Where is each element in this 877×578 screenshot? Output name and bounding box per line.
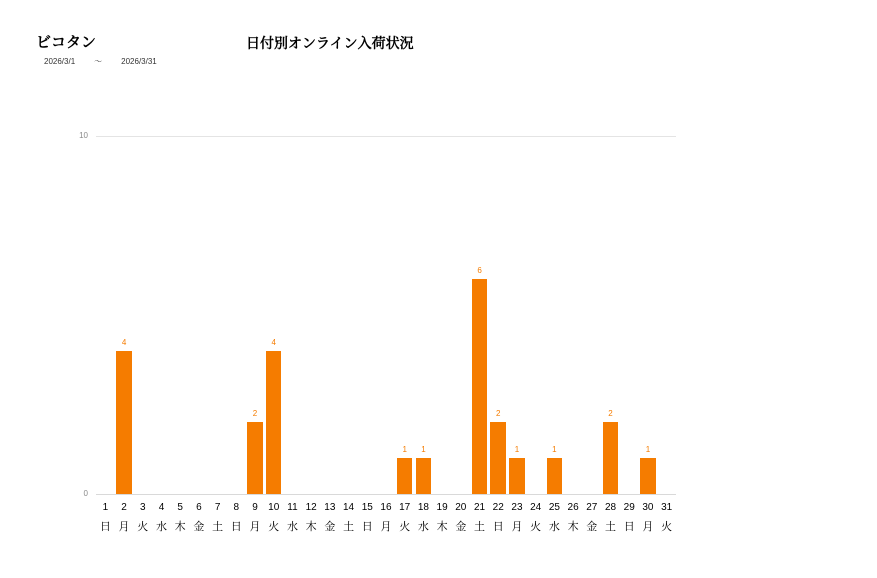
bar-slot bbox=[115, 136, 134, 494]
x-tick-weekday: 日 bbox=[492, 521, 504, 533]
x-tick-weekday: 月 bbox=[642, 521, 654, 533]
bar-value-label: 1 bbox=[402, 445, 407, 455]
x-tick-weekday: 木 bbox=[567, 521, 579, 533]
x-tick-weekday: 月 bbox=[118, 521, 130, 533]
bar[interactable] bbox=[603, 422, 619, 494]
page-title: ビコタン bbox=[36, 34, 97, 51]
x-axis-tick bbox=[545, 500, 564, 538]
x-axis-tick bbox=[564, 500, 583, 538]
date-to: 2026/3/31 bbox=[121, 57, 157, 66]
x-axis-tick bbox=[470, 500, 489, 538]
bar-value-label: 2 bbox=[252, 409, 258, 419]
x-axis-tick bbox=[227, 500, 246, 538]
bar-value-label: 4 bbox=[121, 337, 127, 347]
bar-slot bbox=[208, 136, 227, 494]
x-axis-tick bbox=[246, 500, 265, 538]
bar-slot bbox=[171, 136, 190, 494]
x-tick-weekday: 火 bbox=[137, 521, 149, 533]
x-tick-weekday: 火 bbox=[661, 521, 673, 533]
x-tick-weekday: 日 bbox=[230, 521, 242, 533]
x-tick-day: 21 bbox=[473, 502, 486, 513]
x-tick-day: 12 bbox=[305, 502, 317, 513]
x-tick-weekday: 金 bbox=[193, 521, 205, 533]
x-axis-tick bbox=[395, 500, 414, 538]
x-tick-weekday: 月 bbox=[249, 521, 261, 533]
x-tick-weekday: 土 bbox=[343, 521, 355, 533]
bar-slot bbox=[414, 136, 433, 494]
bar-slot bbox=[657, 136, 676, 494]
x-tick-weekday: 金 bbox=[455, 521, 467, 533]
date-from: 2026/3/1 bbox=[44, 57, 76, 66]
bar-value-label: 2 bbox=[608, 409, 613, 419]
x-tick-weekday: 木 bbox=[174, 521, 186, 533]
x-tick-day: 29 bbox=[623, 502, 635, 513]
x-axis-tick bbox=[639, 500, 658, 538]
bar-slot bbox=[227, 136, 246, 494]
x-tick-weekday: 日 bbox=[361, 521, 373, 533]
x-tick-day: 19 bbox=[436, 502, 448, 513]
x-tick-day: 28 bbox=[604, 502, 617, 513]
x-axis-tick bbox=[321, 500, 340, 538]
bar-slot bbox=[96, 136, 115, 494]
bar-slot bbox=[190, 136, 209, 494]
bar[interactable] bbox=[416, 458, 432, 494]
x-axis-tick bbox=[190, 500, 209, 538]
axis-baseline bbox=[96, 494, 676, 495]
x-axis-tick bbox=[339, 500, 358, 538]
bar[interactable] bbox=[247, 422, 263, 494]
x-tick-weekday: 水 bbox=[286, 521, 298, 533]
x-tick-weekday: 金 bbox=[324, 521, 336, 533]
x-axis-tick bbox=[433, 500, 452, 538]
x-tick-day: 9 bbox=[252, 502, 258, 513]
x-axis-tick bbox=[96, 500, 115, 538]
bar-slot bbox=[639, 136, 658, 494]
x-tick-day: 3 bbox=[139, 502, 146, 513]
x-axis-tick bbox=[264, 500, 283, 538]
bar-slot bbox=[395, 136, 414, 494]
x-axis-tick bbox=[657, 500, 676, 538]
x-axis-tick bbox=[489, 500, 508, 538]
x-tick-weekday: 土 bbox=[605, 521, 616, 533]
bar[interactable] bbox=[266, 351, 282, 494]
x-axis-tick bbox=[171, 500, 190, 538]
x-axis-tick bbox=[302, 500, 321, 538]
x-tick-weekday: 日 bbox=[623, 521, 635, 533]
x-tick-day: 25 bbox=[548, 502, 560, 513]
x-tick-day: 24 bbox=[530, 502, 542, 513]
x-tick-weekday: 水 bbox=[155, 521, 167, 533]
bar-value-label: 1 bbox=[421, 445, 426, 455]
bar-slot bbox=[470, 136, 489, 494]
x-tick-day: 15 bbox=[361, 502, 373, 513]
x-axis-tick bbox=[414, 500, 433, 538]
bar[interactable] bbox=[116, 351, 132, 494]
bar-slot bbox=[302, 136, 321, 494]
bar-value-label: 1 bbox=[514, 445, 520, 455]
x-axis-tick bbox=[620, 500, 639, 538]
x-tick-weekday: 木 bbox=[436, 521, 448, 533]
x-tick-weekday: 月 bbox=[380, 521, 392, 533]
x-tick-weekday: 土 bbox=[474, 521, 486, 533]
bar-slot bbox=[433, 136, 452, 494]
x-axis-tick bbox=[582, 500, 601, 538]
x-tick-weekday: 日 bbox=[99, 521, 111, 533]
bar-slot bbox=[526, 136, 545, 494]
x-tick-day: 31 bbox=[661, 502, 673, 513]
bar-slot bbox=[601, 136, 620, 494]
bar-slot bbox=[321, 136, 340, 494]
bar-slot bbox=[246, 136, 265, 494]
x-axis-tick bbox=[526, 500, 545, 538]
x-tick-day: 22 bbox=[492, 502, 504, 513]
x-tick-day: 30 bbox=[642, 502, 654, 513]
bar-slot bbox=[377, 136, 396, 494]
bar[interactable] bbox=[509, 458, 525, 494]
bar-slot bbox=[564, 136, 583, 494]
x-tick-day: 8 bbox=[233, 502, 240, 513]
x-tick-day: 20 bbox=[455, 502, 467, 513]
range-separator: ～ bbox=[94, 57, 103, 66]
x-tick-day: 7 bbox=[214, 502, 221, 513]
x-axis-tick bbox=[508, 500, 527, 538]
x-tick-weekday: 水 bbox=[548, 521, 560, 533]
x-axis-tick bbox=[283, 500, 302, 538]
chart-title: 日付別オンライン入荷状況 bbox=[246, 35, 414, 51]
bar-value-label: 1 bbox=[645, 445, 651, 455]
y-tick-bottom: 0 bbox=[83, 489, 88, 498]
bar-slot bbox=[358, 136, 377, 494]
x-tick-day: 11 bbox=[287, 502, 298, 513]
x-tick-weekday: 火 bbox=[530, 521, 542, 533]
bar-series bbox=[96, 136, 676, 494]
x-tick-day: 27 bbox=[586, 502, 598, 513]
x-tick-day: 16 bbox=[380, 502, 392, 513]
x-tick-weekday: 火 bbox=[268, 521, 280, 533]
x-tick-day: 23 bbox=[511, 502, 523, 513]
x-tick-weekday: 水 bbox=[417, 521, 429, 533]
x-axis-labels bbox=[96, 500, 676, 548]
bar-slot bbox=[582, 136, 601, 494]
x-tick-day: 6 bbox=[196, 502, 202, 513]
bar-value-label: 2 bbox=[496, 409, 501, 419]
x-axis-tick bbox=[377, 500, 396, 538]
x-tick-day: 17 bbox=[399, 502, 411, 513]
bar-slot bbox=[152, 136, 171, 494]
bar[interactable] bbox=[472, 279, 488, 494]
bar-slot bbox=[545, 136, 564, 494]
x-tick-day: 1 bbox=[102, 502, 109, 513]
x-axis-tick bbox=[133, 500, 152, 538]
bar-slot bbox=[451, 136, 470, 494]
bar-slot bbox=[489, 136, 508, 494]
x-tick-day: 5 bbox=[177, 502, 183, 513]
x-tick-day: 14 bbox=[343, 502, 355, 513]
bar-slot bbox=[339, 136, 358, 494]
x-axis-tick bbox=[152, 500, 171, 538]
x-tick-weekday: 金 bbox=[586, 521, 598, 533]
bar[interactable] bbox=[397, 458, 413, 494]
x-tick-weekday: 土 bbox=[212, 521, 224, 533]
x-tick-day: 10 bbox=[268, 502, 280, 513]
bar-slot bbox=[133, 136, 152, 494]
bar-slot bbox=[620, 136, 639, 494]
x-axis-tick bbox=[358, 500, 377, 538]
x-tick-weekday: 月 bbox=[511, 521, 523, 533]
x-axis-tick bbox=[451, 500, 470, 538]
bar[interactable] bbox=[640, 458, 656, 494]
x-tick-day: 26 bbox=[567, 502, 579, 513]
x-axis-tick bbox=[208, 500, 227, 538]
x-tick-day: 4 bbox=[158, 502, 165, 513]
bar-value-label: 6 bbox=[477, 266, 482, 276]
x-tick-day: 2 bbox=[121, 502, 127, 513]
x-tick-day: 13 bbox=[324, 502, 336, 513]
bar[interactable] bbox=[547, 458, 563, 494]
x-tick-weekday: 木 bbox=[305, 521, 317, 533]
bar-slot bbox=[508, 136, 527, 494]
y-tick-top: 10 bbox=[79, 131, 88, 140]
bar-value-label: 4 bbox=[271, 337, 276, 347]
x-axis-tick bbox=[115, 500, 134, 538]
bar-slot bbox=[264, 136, 283, 494]
x-axis-tick bbox=[601, 500, 620, 538]
x-tick-weekday: 火 bbox=[399, 521, 411, 533]
bar-slot bbox=[283, 136, 302, 494]
bar-value-label: 1 bbox=[552, 445, 557, 455]
x-tick-day: 18 bbox=[417, 502, 429, 513]
bar[interactable] bbox=[490, 422, 506, 494]
